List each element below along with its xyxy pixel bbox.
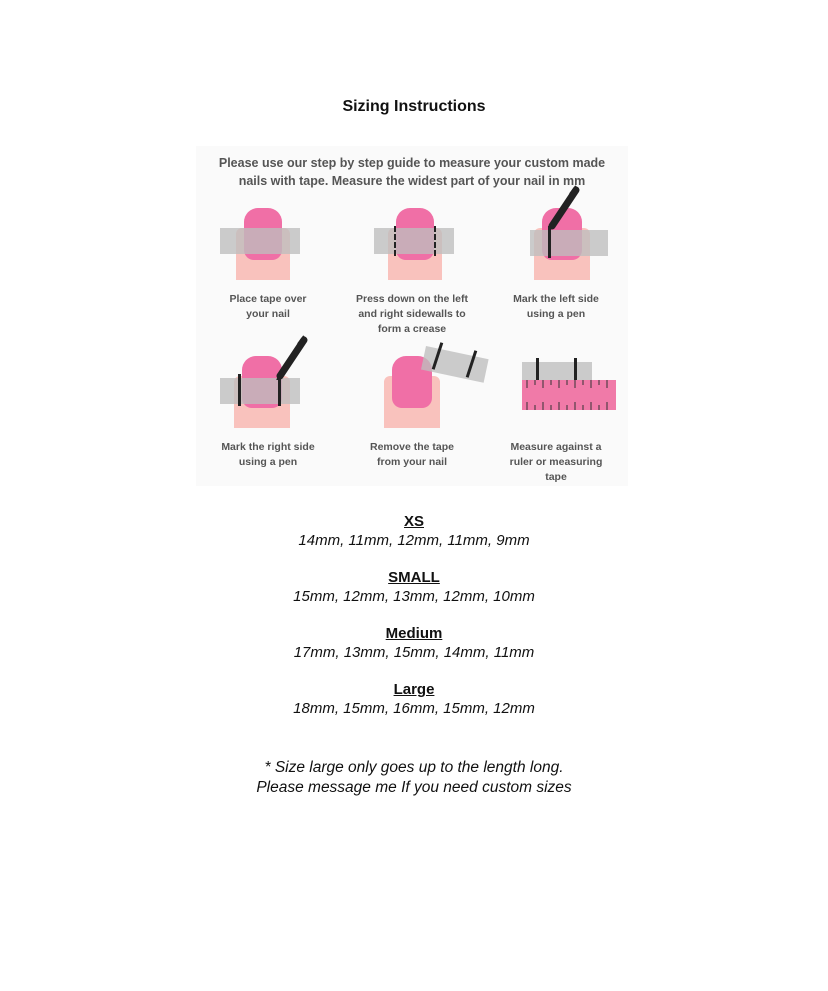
step-caption: Measure against a ruler or measuring tape xyxy=(509,441,603,483)
step-remove-tape xyxy=(342,354,482,470)
step-caption: Mark the left side using a pen xyxy=(513,293,599,320)
note-line-1: * Size large only goes up to the length long. xyxy=(264,759,564,776)
size-name: XS xyxy=(403,513,424,530)
size-name: Medium xyxy=(385,625,443,642)
step-mark-left xyxy=(486,206,626,322)
size-medium xyxy=(0,624,828,663)
size-values: 15mm, 12mm, 13mm, 12mm, 10mm xyxy=(293,588,535,605)
step-caption: Press down on the left and right sidewalls to form a crease xyxy=(355,293,468,335)
step-caption: Mark the right side using a pen xyxy=(221,441,315,468)
pen-icon xyxy=(546,184,582,230)
step-place-tape xyxy=(198,206,338,322)
step-mark-right xyxy=(198,354,338,470)
step-mark-left-illustration xyxy=(486,206,626,286)
size-chart xyxy=(0,512,828,736)
page-title: Sizing Instructions xyxy=(342,98,486,115)
sizing-guide-image xyxy=(196,146,628,486)
size-small xyxy=(0,568,828,607)
step-press-sidewalls xyxy=(342,206,482,337)
note-line-2: Please message me If you need custom sizes xyxy=(256,779,572,796)
step-press-sidewalls-illustration xyxy=(342,206,482,286)
step-caption: Place tape over your nail xyxy=(229,293,307,320)
step-remove-tape-illustration xyxy=(342,354,482,434)
pen-icon xyxy=(274,334,310,380)
size-large xyxy=(0,680,828,719)
guide-intro-line-2: nails with tape. Measure the widest part of your nail in mm xyxy=(238,174,586,188)
size-values: 17mm, 13mm, 15mm, 14mm, 11mm xyxy=(293,644,535,661)
step-measure-ruler-illustration xyxy=(486,354,626,434)
step-mark-right-illustration xyxy=(198,354,338,434)
ruler-icon xyxy=(522,380,616,410)
step-caption: Remove the tape from your nail xyxy=(369,441,455,468)
step-measure-ruler xyxy=(486,354,626,485)
step-place-tape-illustration xyxy=(198,206,338,286)
size-xs xyxy=(0,512,828,551)
size-name: SMALL xyxy=(388,569,440,586)
size-values: 18mm, 15mm, 16mm, 15mm, 12mm xyxy=(293,700,535,717)
size-values: 14mm, 11mm, 12mm, 11mm, 9mm xyxy=(298,532,530,549)
size-name: Large xyxy=(393,681,435,698)
custom-size-note xyxy=(0,758,828,798)
guide-intro-line-1: Please use our step by step guide to measure your custom made xyxy=(218,156,606,170)
